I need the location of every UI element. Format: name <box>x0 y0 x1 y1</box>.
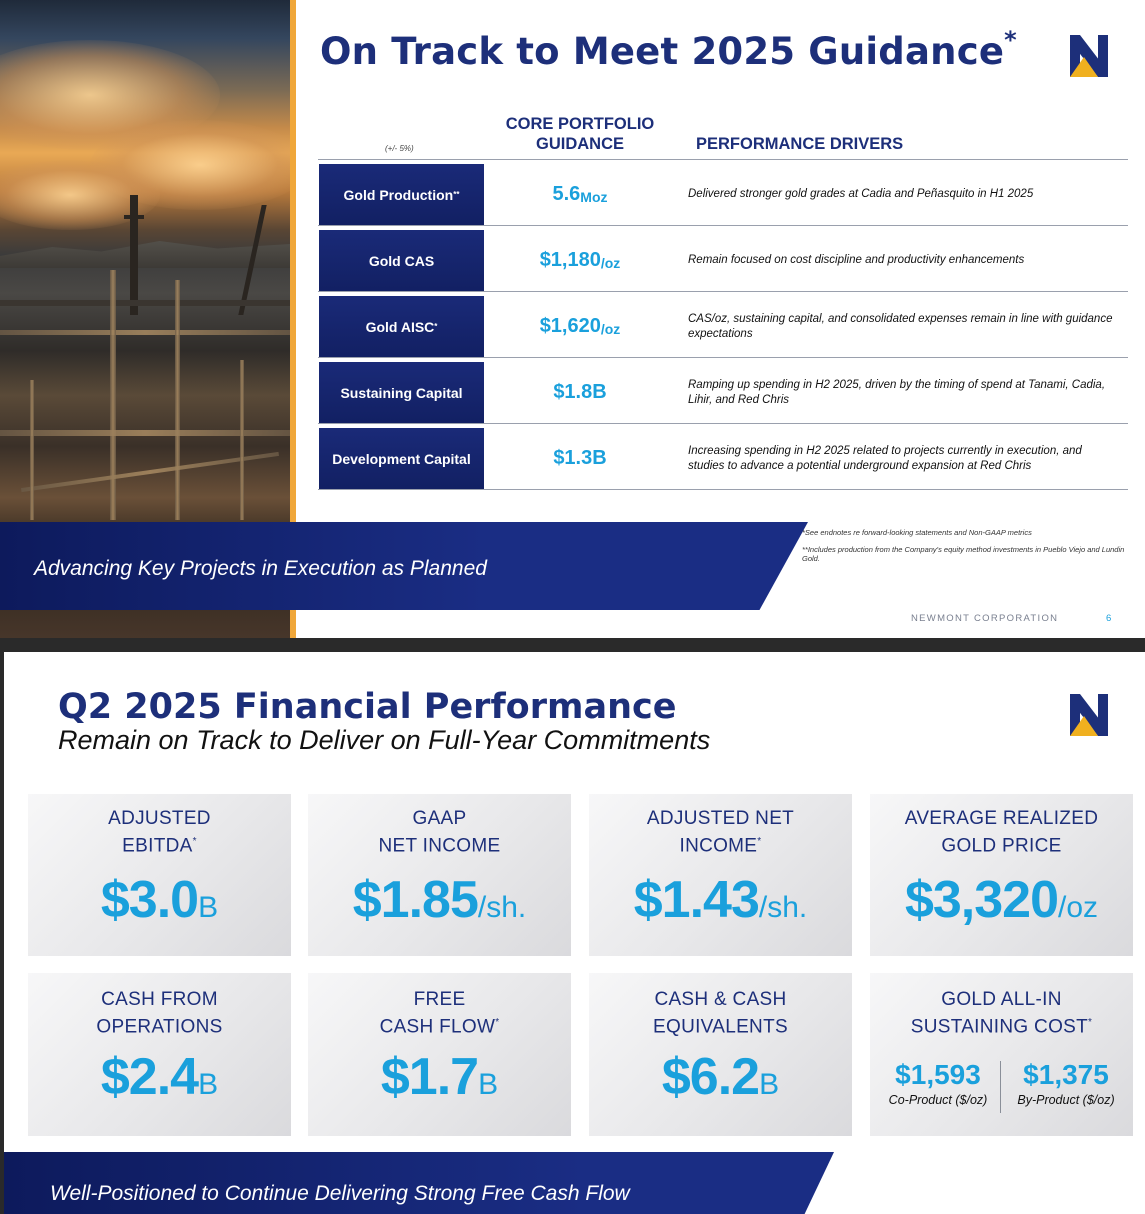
row-label: Gold CAS <box>319 230 484 291</box>
footnote-equity: **Includes production from the Company's equity method investments in Pueblo Viejo and Lundin Gold. <box>802 545 1125 563</box>
row-value: $1.3B <box>553 447 607 469</box>
row-driver: Increasing spending in H2 2025 related to projects currently in execution, and studies to advance a potential underground expansion at Red Chris <box>688 444 1082 472</box>
page-title: Q2 2025 Financial Performance <box>58 687 677 727</box>
row-label: Development Capital <box>319 428 484 489</box>
row-label: Gold AISC * <box>319 296 484 357</box>
row-value: $1,620 /oz <box>539 315 621 337</box>
row-value: $1,180 /oz <box>539 249 621 271</box>
page-title: On Track to Meet 2025 Guidance* <box>320 26 1017 73</box>
row-driver: Delivered stronger gold grades at Cadia and Peñasquito in H1 2025 <box>688 188 1034 200</box>
page-number: 6 <box>1106 613 1112 624</box>
metric-card-gold-aisc: GOLD ALL-IN SUSTAINING COST* $1,593 Co-Product ($/oz) $1,375 By-Product ($/oz) <box>870 973 1133 1136</box>
column-header-core-guidance: CORE PORTFOLIO GUIDANCE <box>505 115 655 153</box>
aisc-co-product: $1,593 Co-Product ($/oz) <box>888 1059 988 1107</box>
aisc-divider <box>1000 1061 1001 1113</box>
row-label: Sustaining Capital <box>319 362 484 423</box>
row-driver: Ramping up spending in H2 2025, driven by the timing of spend at Tanami, Cadia, Lihir, and Red Chris <box>688 378 1106 406</box>
metric-card-cash-equivalents: CASH & CASH EQUIVALENTS $6.2B <box>589 973 852 1136</box>
guidance-row <box>318 424 1128 490</box>
metric-card-cash-from-operations: CASH FROM OPERATIONS $2.4B <box>28 973 291 1136</box>
row-driver: Remain focused on cost discipline and productivity enhancements <box>688 254 1025 266</box>
guidance-row <box>318 358 1128 424</box>
metric-card-average-realized-gold-price: AVERAGE REALIZED GOLD PRICE $3,320/oz <box>870 794 1133 956</box>
corporation-name: NEWMONT CORPORATION <box>911 613 1059 624</box>
metric-card-adjusted-net-income: ADJUSTED NET INCOME* $1.43/sh. <box>589 794 852 956</box>
newmont-logo-icon <box>1070 35 1116 81</box>
guidance-row <box>318 160 1128 226</box>
metric-card-adjusted-ebitda: ADJUSTED EBITDA* $3.0B <box>28 794 291 956</box>
guidance-row <box>318 292 1128 358</box>
page-subtitle: Remain on Track to Deliver on Full-Year Commitments <box>58 725 711 755</box>
slide-financial-performance <box>4 652 1145 1214</box>
row-driver: CAS/oz, sustaining capital, and consolidated expenses remain in line with guidance expectations <box>688 312 1113 340</box>
aisc-by-product: $1,375 By-Product ($/oz) <box>1017 1059 1115 1107</box>
tolerance-note: (+/- 5%) <box>385 144 414 153</box>
row-label: Gold Production ** <box>319 164 484 225</box>
banner-text: Advancing Key Projects in Execution as Planned <box>34 557 487 580</box>
guidance-row <box>318 226 1128 292</box>
newmont-logo-icon <box>1070 694 1116 740</box>
banner-text: Well-Positioned to Continue Delivering Strong Free Cash Flow <box>50 1182 630 1205</box>
metric-card-gaap-net-income: GAAP NET INCOME $1.85/sh. <box>308 794 571 956</box>
row-value: $1.8B <box>553 381 607 403</box>
metric-card-free-cash-flow: FREE CASH FLOW* $1.7B <box>308 973 571 1136</box>
row-value: 5.6 Moz <box>552 183 608 205</box>
column-header-performance-drivers: PERFORMANCE DRIVERS <box>696 135 904 153</box>
footnote-endnotes: *See endnotes re forward-looking statements and Non-GAAP metrics <box>802 528 1032 537</box>
